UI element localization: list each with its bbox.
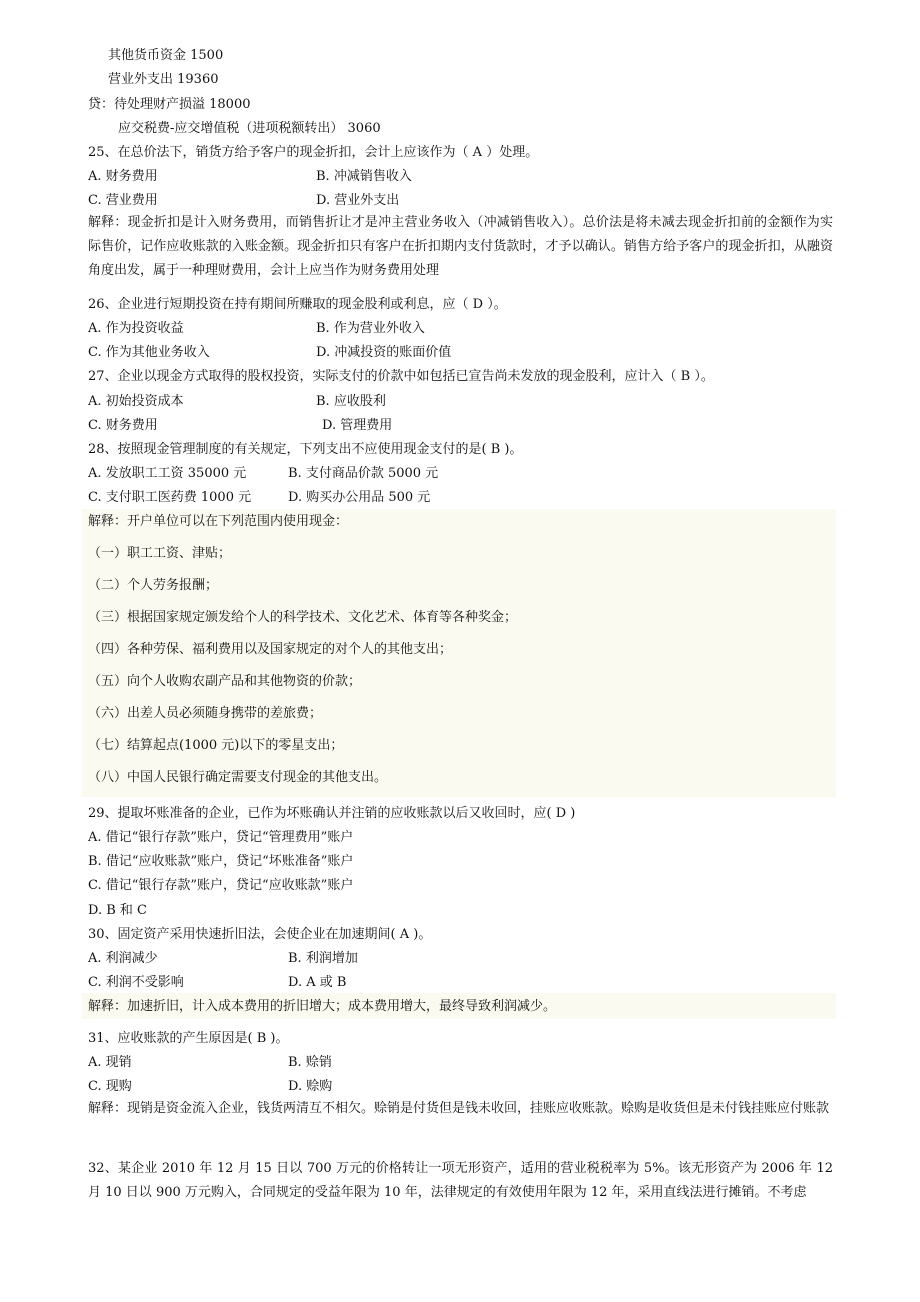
question-30-option-d: D. A 或 B: [288, 975, 347, 990]
entry-non-operating-expense: 营业外支出 19360: [108, 72, 219, 87]
question-28-stem: 28、按照现金管理制度的有关规定，下列支出不应使用现金支付的是( B )。: [88, 442, 523, 457]
question-26-option-b: B. 作为营业外收入: [316, 321, 425, 336]
question-25-option-c: C. 营业费用: [88, 193, 158, 208]
question-26-stem: 26、企业进行短期投资在持有期间所赚取的现金股利或利息，应（ D ）。: [88, 297, 507, 312]
entry-credit-pending-loss: 贷：待处理财产损溢 18000: [88, 97, 251, 112]
cash-use-item: （一）职工工资、津贴；: [88, 546, 232, 561]
question-25-option-a: A. 财务费用: [88, 169, 158, 184]
question-31-option-a: A. 现销: [88, 1055, 132, 1070]
question-28-option-b: B. 支付商品价款 5000 元: [288, 466, 439, 481]
cash-use-item: （七）结算起点(1000 元)以下的零星支出；: [88, 738, 344, 753]
question-28-option-d: D. 购买办公用品 500 元: [288, 490, 431, 505]
question-29-option-d: D. B 和 C: [88, 903, 147, 918]
cash-use-item: （三）根据国家规定颁发给个人的科学技术、文化艺术、体育等各种奖金；: [88, 610, 518, 625]
question-31-option-c: C. 现购: [88, 1079, 132, 1094]
question-28-explanation-intro: 解释：开户单位可以在下列范围内使用现金：: [88, 514, 349, 529]
question-27-option-c: C. 财务费用: [88, 418, 158, 433]
question-27-option-a: A. 初始投资成本: [88, 394, 184, 409]
question-25-option-b: B. 冲减销售收入: [316, 169, 412, 184]
cash-use-item: （二）个人劳务报酬；: [88, 578, 219, 593]
entry-vat-transfer: 应交税费-应交增值税（进项税额转出） 3060: [118, 121, 381, 136]
question-27-stem: 27、企业以现金方式取得的股权投资，实际支付的价款中如包括已宣告尚未发放的现金股利，应计入（ B ）。: [88, 369, 714, 384]
question-30-option-c: C. 利润不受影响: [88, 975, 184, 990]
question-29-option-b: B. 借记“应收账款”账户，贷记“坏账准备”账户: [88, 854, 354, 869]
question-29-option-a: A. 借记“银行存款”账户，贷记“管理费用”账户: [88, 830, 354, 845]
question-27-option-b: B. 应收股利: [316, 394, 386, 409]
question-30-stem: 30、固定资产采用快速折旧法，会使企业在加速期间( A )。: [88, 927, 432, 942]
question-26-option-a: A. 作为投资收益: [88, 321, 184, 336]
question-28-option-c: C. 支付职工医药费 1000 元: [88, 490, 252, 505]
cash-use-item: （八）中国人民银行确定需要支付现金的其他支出。: [88, 770, 388, 785]
question-31-explanation: 解释：现销是资金流入企业，钱货两清互不相欠。赊销是付货但是钱未收回，挂账应收账款。赊购是收货但是未付钱挂账应付账款: [88, 1101, 830, 1116]
question-29-stem: 29、提取坏账准备的企业，已作为坏账确认并注销的应收账款以后又收回时，应( D ): [88, 806, 576, 821]
question-29-option-c: C. 借记“银行存款”账户，贷记“应收账款”账户: [88, 878, 354, 893]
question-27-option-d: D. 管理费用: [322, 418, 393, 433]
question-28-option-a: A. 发放职工工资 35000 元: [88, 466, 247, 481]
question-31-stem: 31、应收账款的产生原因是( B )。: [88, 1031, 289, 1046]
entry-other-money-funds: 其他货币资金 1500: [108, 48, 224, 63]
question-26-option-c: C. 作为其他业务收入: [88, 345, 210, 360]
question-31-option-b: B. 赊销: [288, 1055, 332, 1070]
cash-use-item: （四）各种劳保、福利费用以及国家规定的对个人的其他支出；: [88, 642, 453, 657]
cash-use-item: （五）向个人收购农副产品和其他物资的价款；: [88, 674, 362, 689]
question-32-stem: 32、某企业 2010 年 12 月 15 日以 700 万元的价格转让一项无形资产，适用的营业税税率为 5%。该无形资产为 2006 年 12 月 10 日以 900 万元购入，合同规定的受益年限为 10 年，法律规定的有效使用年限为 12 年，采用直线法进行摊销。不考虑: [88, 1161, 833, 1200]
cash-use-item: （六）出差人员必须随身携带的差旅费；: [88, 706, 323, 721]
question-30-option-a: A. 利润减少: [88, 951, 158, 966]
question-25-option-d: D. 营业外支出: [316, 193, 400, 208]
question-30-option-b: B. 利润增加: [288, 951, 358, 966]
question-25-explanation: 解释：现金折扣是计入财务费用，而销售折让才是冲主营业务收入（冲减销售收入）。总价法是将未减去现金折扣前的金额作为实际售价，记作应收账款的入账金额。现金折扣只有客户在折扣期内支付货款时，才予以确认。销售方给予客户的现金折扣，从融资角度出发，属于一种理财费用，会计上应当作为财务费用处理: [88, 215, 833, 278]
question-30-explanation: 解释：加速折旧，计入成本费用的折旧增大；成本费用增大，最终导致利润减少。: [88, 999, 557, 1014]
question-26-option-d: D. 冲减投资的账面价值: [316, 345, 452, 360]
question-25-stem: 25、在总价法下，销货方给予客户的现金折扣，会计上应该作为（ A ）处理。: [88, 145, 539, 160]
question-31-option-d: D. 赊购: [288, 1079, 333, 1094]
